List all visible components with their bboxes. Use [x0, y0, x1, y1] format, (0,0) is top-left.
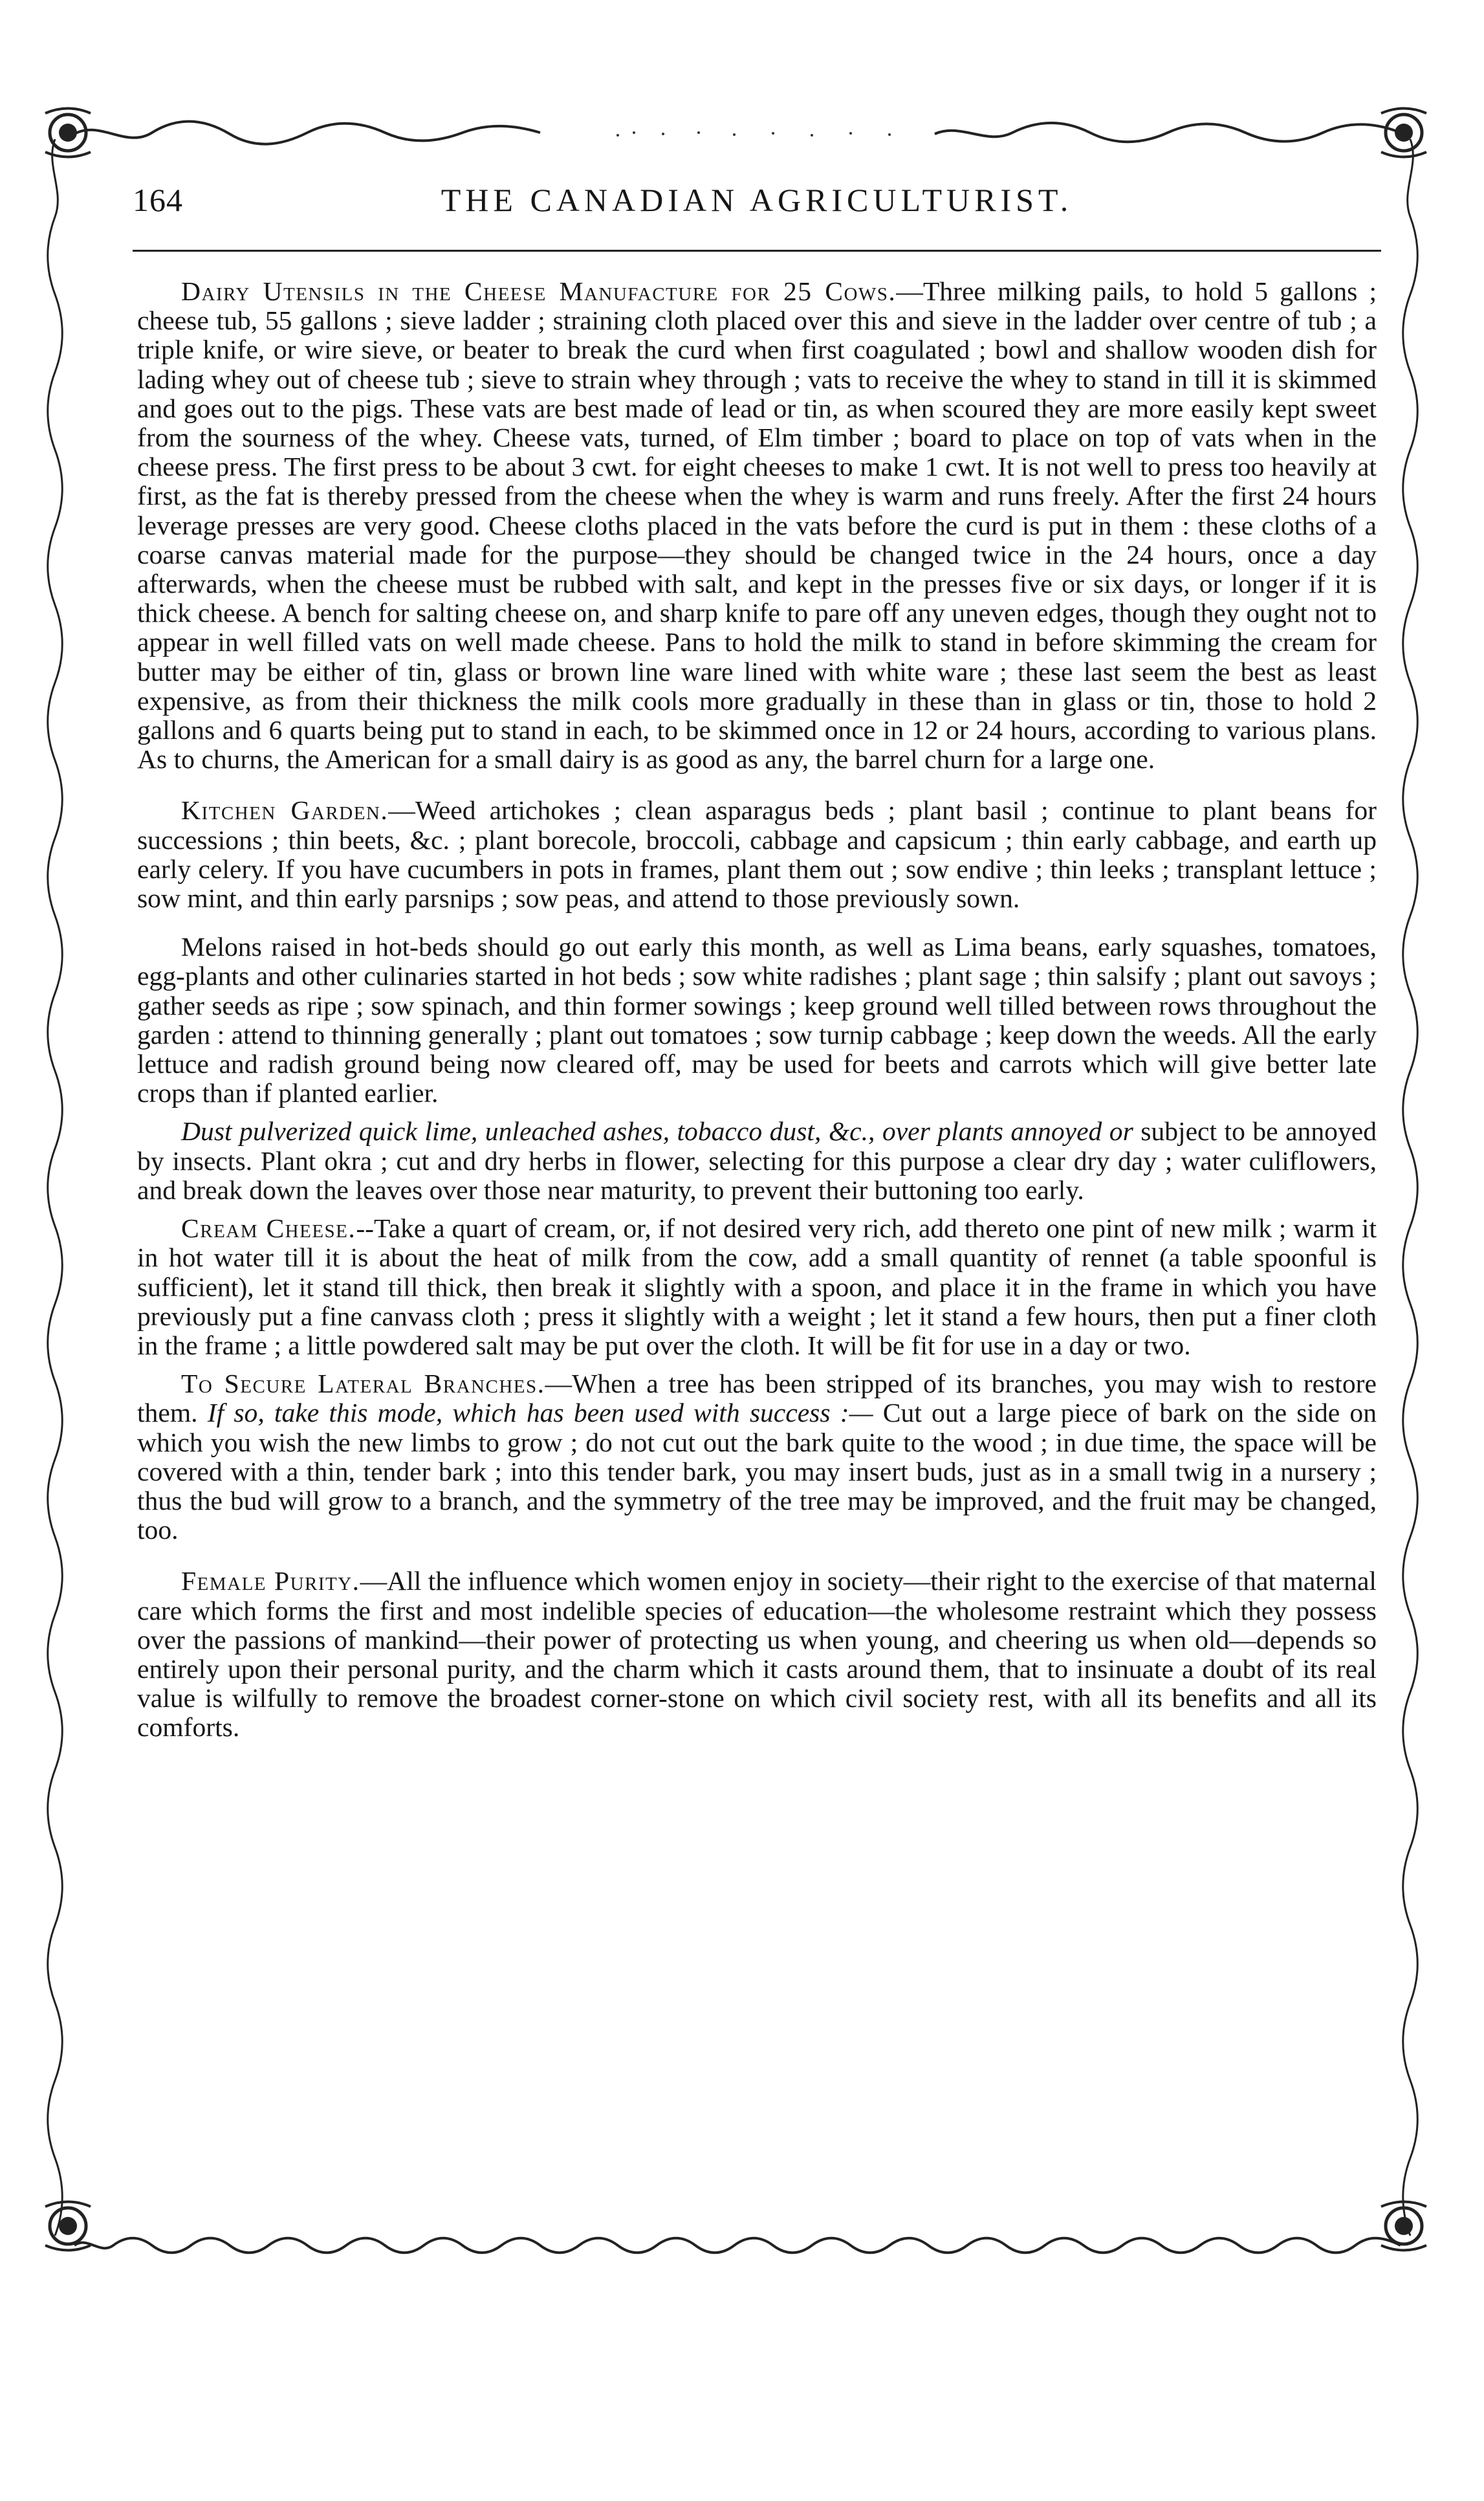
paragraph-text: subject to be annoyed by insects. Plant okra ; cut and dry herbs in flower, selecting for this purpose a clear dry day ; water culiflowers, and break down the leaves over those near maturity, to prevent their buttoning too early. — [137, 1116, 1377, 1205]
corner-ornament-icon — [1375, 2197, 1433, 2255]
italic-text: Dust pulverized quick lime, unleached ashes, tobacco dust, &c., over plants annoyed or — [181, 1116, 1133, 1147]
paragraph-melons — [137, 932, 1377, 1108]
section-heading: To Secure Lateral Branches. — [181, 1369, 545, 1399]
paragraph-dairy-utensils — [137, 277, 1377, 774]
running-head — [133, 176, 1381, 234]
paragraph-text-continued: Cut out a large piece of bark on the side on which you wish the new limbs to grow ; do not cut out the bark quite to the wood ; in due time, the space will be covered with a thin, tender bark ; into this tender bark, you may insert buds, just as in a small twig in a nursery ; thus the bud will grow to a branch, and the symmetry of the tree may be improved, and the fruit may be changed, too. — [137, 1398, 1377, 1545]
italic-text: If so, take this mode, which has been used with success :— — [207, 1398, 873, 1428]
paragraph-text: —When a tree has been stripped of its branches, you may wish to restore them. — [137, 1369, 1377, 1428]
section-heading: Cream Cheese. — [181, 1213, 356, 1244]
paragraph-text: —Three milking pails, to hold 5 gallons ; cheese tub, 55 gallons ; sieve ladder ; straining cloth placed over this and sieve in the ladder over centre of tub ; a triple knife, or wire sieve, or beater to break the curd when first coagulated ; bowl and shallow wooden dish for lading whey out of cheese tub ; sieve to strain whey through ; vats to receive the whey to stand in till it is skimmed and goes out to the pigs. These vats are best made of lead or tin, as when scoured they are more easily kept sweet from the sourness of the whey. Cheese vats, turned, of Elm timber ; board to place on top of vats when in the cheese press. The first press to be about 3 cwt. for eight cheeses to make 1 cwt. It is not well to press too heavily at first, as the fat is thereby pressed from the cheese when the whey is warm and runs freely. After the first 24 hours leverage presses are very good. Cheese cloths placed in the vats before the curd is put in them : these cloths of a coarse canvas material made for the purpose—they should be changed twice in the 24 hours, once a day afterwards, when the cheese must be rubbed with salt, and kept in the presses five or six days, or longer if it is thick cheese. A bench for salting cheese on, and sharp knife to pare off any uneven edges, though they ought not to appear in well filled vats on well made cheese. Pans to hold the milk to stand in before skimming the cream for butter may be either of tin, glass or brown line ware lined with white ware ; these last seem the best as least expensive, as from their thickness the milk cools more gradually in these than in glass or tin, those to hold 2 gallons and 6 quarts being put to stand in each, to be skimmed once in 12 or 24 hours, according to various plans. As to churns, the American for a small dairy is as good as any, the barrel churn for a large one. — [137, 276, 1377, 775]
paragraph-text: —All the influence which women enjoy in society—their right to the exercise of that maternal care which forms the first and most indelible species of education—the wholesome restraint which they possess over the passions of mankind—their power of protecting us when young, and cheering us when old—depends so entirely upon their personal purity, and the charm which it casts around them, that to insinuate a doubt of its real value is wilfully to remove the broadest corner-stone on which civil society rest, with all its benefits and all its comforts. — [137, 1566, 1377, 1743]
paragraph-female-purity — [137, 1567, 1377, 1742]
section-heading: Kitchen Garden. — [181, 795, 389, 826]
paragraph-lateral-branches — [137, 1369, 1377, 1545]
corner-ornament-icon — [39, 104, 97, 162]
section-heading: Dairy Utensils in the Cheese Manufacture for 25 Cows. — [181, 276, 897, 306]
paragraph-dust-lime — [137, 1117, 1377, 1205]
corner-ornament-icon — [1375, 104, 1433, 162]
article-body — [137, 277, 1377, 1743]
header-rule — [133, 250, 1381, 252]
top-border-ornament — [49, 113, 1426, 152]
right-border-ornament — [1397, 139, 1424, 2236]
paragraph-kitchen-garden — [137, 796, 1377, 913]
corner-ornament-icon — [39, 2197, 97, 2255]
bottom-border-ornament — [49, 2226, 1426, 2265]
paragraph-text: —Weed artichokes ; clean asparagus beds ; plant basil ; continue to plant beans for successions ; thin beets, &c. ; plant borecole, broccoli, cabbage and capsicum ; thin early cabbage, and earth up early celery. If you have cucumbers in pots in frames, plant them out ; sow endive ; thin leeks ; transplant lettuce ; sow mint, and thin early parsnips ; sow peas, and attend to those previously sown. — [137, 795, 1377, 914]
section-heading: Female Purity. — [181, 1566, 360, 1596]
paragraph-text: --Take a quart of cream, or, if not desired very rich, add thereto one pint of new milk ; warm it in hot water till it is about the heat of milk from the cow, add a small quantity of rennet (a table spoonful is sufficient), let it stand till thick, then break it slightly with a spoon, and place it in the frame in which you have previously put a fine canvass cloth ; press it slightly with a weight ; let it stand a few hours, then put a finer cloth in the frame ; a little powdered salt may be put over the cloth. It will be fit for use in a day or two. — [137, 1213, 1377, 1360]
page-number: 164 — [133, 182, 183, 218]
paragraph-text: Melons raised in hot-beds should go out early this month, as well as Lima beans, early squashes, tomatoes, egg-plants and other culinaries started in hot beds ; sow white radishes ; plant sage ; thin salsify ; plant out savoys ; gather seeds as ripe ; sow spinach, and thin former sowings ; keep ground well tilled between rows throughout the garden : attend to thinning generally ; plant out tomatoes ; sow turnip cabbage ; keep down the weeds. All the early lettuce and radish ground being now cleared off, may be used for beets and carrots which will give better late crops than if planted earlier. — [137, 932, 1377, 1108]
paragraph-cream-cheese — [137, 1214, 1377, 1360]
left-border-ornament — [42, 139, 69, 2236]
journal-title: THE CANADIAN AGRICULTURIST. — [441, 182, 1073, 218]
